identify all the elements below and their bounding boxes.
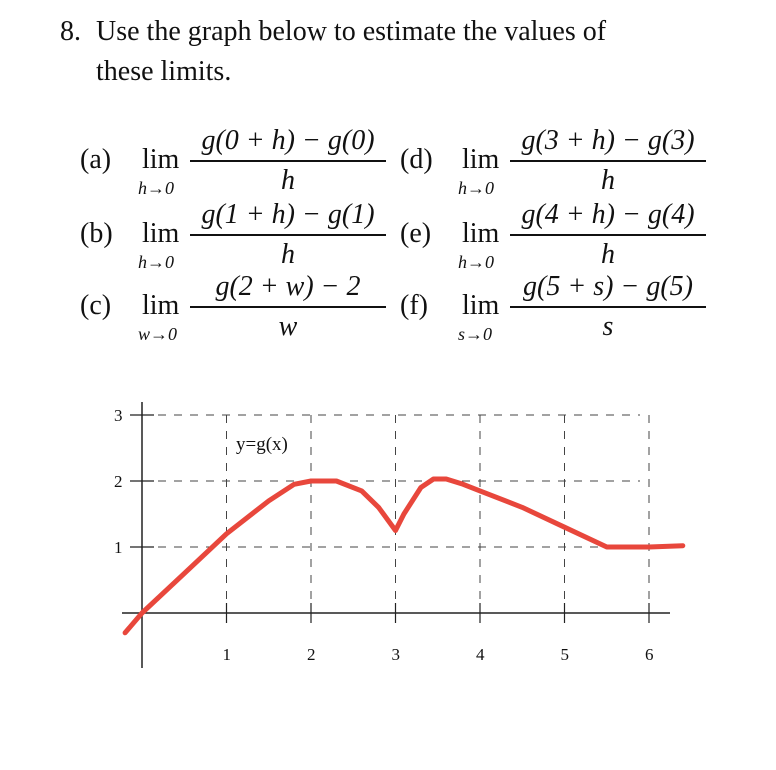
numerator: g(4 + h) − g(4) <box>521 199 695 230</box>
lim-word: lim <box>142 218 180 249</box>
x-tick-label: 6 <box>645 645 654 664</box>
limit-a <box>80 124 410 196</box>
lim-word: lim <box>142 290 180 321</box>
fraction-bar <box>190 306 386 308</box>
fraction-bar <box>190 160 386 162</box>
y-tick-label: 3 <box>114 406 123 425</box>
fraction-bar <box>190 234 386 236</box>
fraction-bar <box>510 306 706 308</box>
denominator: h <box>601 238 615 270</box>
problem-statement <box>60 12 740 92</box>
lim-word: lim <box>142 144 180 175</box>
y-tick-label: 2 <box>114 472 123 491</box>
difference-quotient <box>190 270 386 343</box>
tick-labels <box>114 406 654 664</box>
lim-approach: h→0 <box>458 252 494 272</box>
numerator: g(1 + h) − g(1) <box>201 199 375 230</box>
problem-number: 8. <box>60 16 81 47</box>
fraction-bar <box>510 234 706 236</box>
problem-text-line2: these limits. <box>96 56 232 87</box>
lim-approach: h→0 <box>138 178 174 198</box>
x-tick-label: 1 <box>222 645 231 664</box>
difference-quotient <box>510 198 706 271</box>
lim-approach: s→0 <box>458 324 493 344</box>
x-tick-label: 5 <box>560 645 569 664</box>
lim-approach: h→0 <box>458 178 494 198</box>
lim-approach: h→0 <box>138 252 174 272</box>
dashed-grid <box>142 415 649 613</box>
limit-label: (d) <box>400 144 433 175</box>
curve-g <box>125 479 683 633</box>
difference-quotient <box>510 124 706 197</box>
limit-label: (c) <box>80 290 112 321</box>
y-tick-label: 1 <box>114 538 123 557</box>
numerator: g(2 + w) − 2 <box>215 271 361 302</box>
numerator: g(0 + h) − g(0) <box>201 125 375 156</box>
x-tick-label: 3 <box>391 645 400 664</box>
numerator: g(3 + h) − g(3) <box>521 125 695 156</box>
limit-d <box>400 124 730 196</box>
limit-label: (a) <box>80 144 112 175</box>
limit-f <box>400 270 730 342</box>
denominator: h <box>601 164 615 196</box>
lim-approach: w→0 <box>138 324 178 344</box>
difference-quotient <box>510 270 706 343</box>
limit-e <box>400 198 730 270</box>
difference-quotient <box>190 198 386 271</box>
lim-word: lim <box>462 218 500 249</box>
fraction-bar <box>510 160 706 162</box>
problem-text-line1: Use the graph below to estimate the values of <box>96 16 607 47</box>
denominator: w <box>278 310 298 342</box>
lim-word: lim <box>462 144 500 175</box>
limit-b <box>80 198 410 270</box>
denominator: h <box>281 238 295 270</box>
curve-label: y=g(x) <box>236 434 288 455</box>
denominator: h <box>281 164 295 196</box>
numerator: g(5 + s) − g(5) <box>523 271 693 302</box>
x-tick-label: 2 <box>307 645 316 664</box>
difference-quotient <box>190 124 386 197</box>
denominator: s <box>602 310 614 342</box>
limit-label: (f) <box>400 290 428 321</box>
limit-c <box>80 270 410 342</box>
x-tick-label: 4 <box>476 645 485 664</box>
lim-word: lim <box>462 290 500 321</box>
graph-of-g <box>0 390 776 770</box>
limit-label: (e) <box>400 218 432 249</box>
limit-label: (b) <box>80 218 113 249</box>
